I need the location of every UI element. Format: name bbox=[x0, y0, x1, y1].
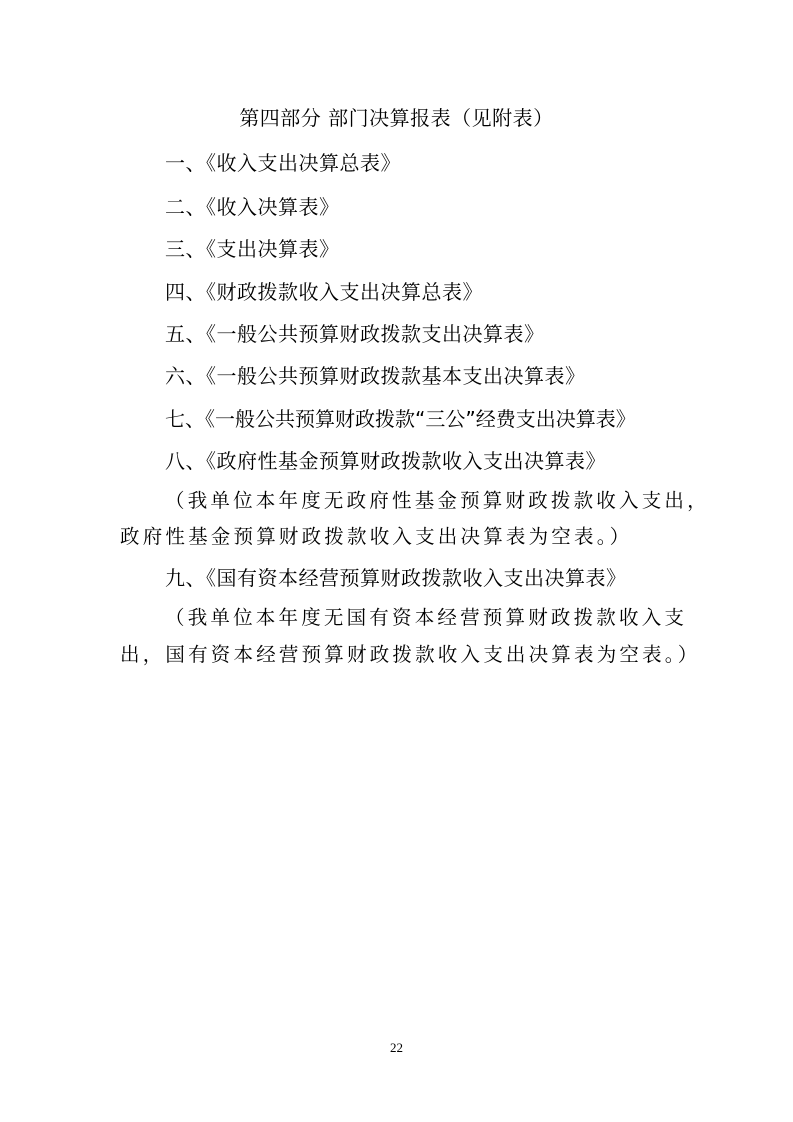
list-item: 五、《一般公共预算财政拨款支出决算表》 bbox=[165, 322, 545, 346]
section-title: 第四部分 部门决算报表（见附表） bbox=[239, 106, 554, 130]
list-item: 九、《国有资本经营预算财政拨款收入支出决算表》 bbox=[165, 566, 627, 590]
page-number: 22 bbox=[390, 1040, 403, 1055]
list-item: 六、《一般公共预算财政拨款基本支出决算表》 bbox=[165, 364, 586, 388]
list-item: 一、《收入支出决算总表》 bbox=[165, 151, 401, 175]
list-item: 七、《一般公共预算财政拨款“三公”经费支出决算表》 bbox=[165, 407, 636, 431]
note-line: 政府性基金预算财政拨款收入支出决算表为空表。） bbox=[120, 525, 633, 548]
list-item: 八、《政府性基金预算财政拨款收入支出决算表》 bbox=[165, 449, 606, 473]
list-item: 二、《收入决算表》 bbox=[165, 195, 340, 219]
note-line: （我单位本年度无政府性基金预算财政拨款收入支出， bbox=[165, 489, 710, 512]
note-line: 出，国有资本经营预算财政拨款收入支出决算表为空表。） bbox=[120, 643, 701, 666]
note-line: （我单位本年度无国有资本经营预算财政拨款收入支 bbox=[165, 606, 688, 629]
list-item: 三、《支出决算表》 bbox=[165, 237, 340, 261]
list-item: 四、《财政拨款收入支出决算总表》 bbox=[165, 280, 483, 304]
